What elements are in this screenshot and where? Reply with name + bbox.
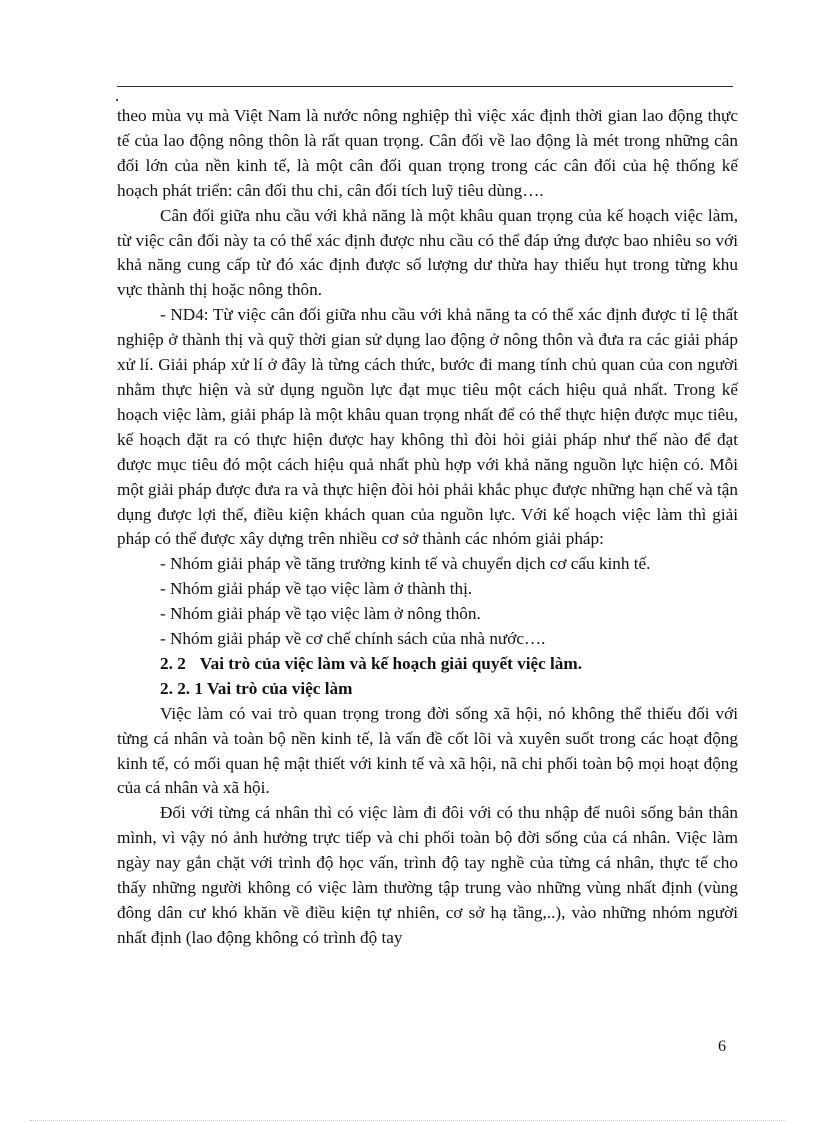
paragraph-5: Đối với từng cá nhân thì có việc làm đi đôi với có thu nhập để nuôi sống bản thân mình, vì vậy nó ảnh hưởng trực tiếp và chi phối toàn bộ đời sống của cá nhân. Việc làm ngày nay gắn chặt với trình độ học vấn, trình độ tay nghề của từng cá nhân, thực tế cho thấy những người không có việc làm thường tập trung vào những vùng nhất định (vùng đông dân cư khó khăn về điều kiện tự nhiên, cơ sở hạ tầng,..), vào những nhóm người nhất định (lao động không có trình độ tay (117, 803, 738, 947)
bullet-item-4: - Nhóm giải pháp về cơ chế chính sách của nhà nước…. (160, 629, 546, 649)
paragraph-1: theo mùa vụ mà Việt Nam là nước nông nghiệp thì việc xác định thời gian lao động thực tế của lao động nông thôn là rất quan trọng. Cân đối về lao động là mét trong những cân đối lớn của nền kinh tế, là một cân đối quan trọng trong các cân đối của hệ thống kế hoạch phát triển: cân đối thu chi, cân đối tích luỹ tiêu dùng…. (117, 106, 738, 200)
page-bottom-border (30, 1120, 786, 1121)
page-number: 6 (718, 1038, 726, 1055)
paragraph-4: Việc làm có vai trò quan trọng trong đời sống xã hội, nó không thể thiếu đối với từng cá nhân và toàn bộ nền kinh tế, là vấn đề cốt lõi và xuyên suốt trong các hoạt động kinh tế, có mối quan hệ mật thiết với kinh tế và xã hội, nã chi phối toàn bộ mọi hoạt động của cá nhân và xã hội. (117, 703, 738, 798)
bullet-item-1: - Nhóm giải pháp về tăng trưởng kinh tế và chuyển dịch cơ cấu kinh tế. (160, 554, 651, 574)
header-mark (116, 99, 118, 101)
paragraph-3: - ND4: Từ việc cân đối giữa nhu cầu với khả năng ta có thể xác định được tỉ lệ thất nghiệp ở thành thị và quỹ thời gian sử dụng lao động ở nông thôn và đưa ra các giải pháp xử lí. Giải pháp xử lí ở đây là từng cách thức, bước đi mang tính chủ quan của con người nhằm thực hiện và sử dụng nguồn lực đạt mục tiêu một cách hiệu quả nhất. Trong kế hoạch việc làm, giải pháp là một khâu quan trọng nhất để có thể thực hiện được mục tiêu, kế hoạch đặt ra có thực hiện được hay không thì đòi hỏi giải pháp như thế nào để đạt được mục tiêu đó một cách hiệu quả nhất phù hợp với khả năng nguồn lực hiện có. Mỗi một giải pháp được đưa ra và thực hiện đòi hỏi phải khắc phục được những hạn chế và tận dụng được lợi thế, điều kiện khách quan của nguồn lực. Với kế hoạch việc làm thì giải pháp có thể được xây dựng trên nhiều cơ sở thành các nhóm giải pháp: (117, 305, 738, 549)
paragraph-2: Cân đối giữa nhu cầu với khả năng là một khâu quan trọng của kế hoạch việc làm, từ việc cân đối này ta có thể xác định được nhu cầu có thể đáp ứng được bao nhiêu so với khả năng cung cấp từ đó xác định được số lượng dư thừa hay thiếu hụt trong từng khu vực thành thị hoặc nông thôn. (117, 205, 738, 300)
header-rule (117, 86, 733, 87)
section-heading (117, 652, 738, 677)
page-body (117, 104, 738, 951)
subsection-heading: 2. 2. 1 Vai trò của việc làm (160, 678, 353, 698)
bullet-item-3: - Nhóm giải pháp về tạo việc làm ở nông thôn. (160, 604, 481, 624)
section-number: 2. 2 (160, 653, 186, 673)
section-title: Vai trò của việc làm và kế hoạch giải quyết việc làm. (199, 653, 583, 673)
bullet-item-2: - Nhóm giải pháp về tạo việc làm ở thành thị. (160, 579, 473, 599)
